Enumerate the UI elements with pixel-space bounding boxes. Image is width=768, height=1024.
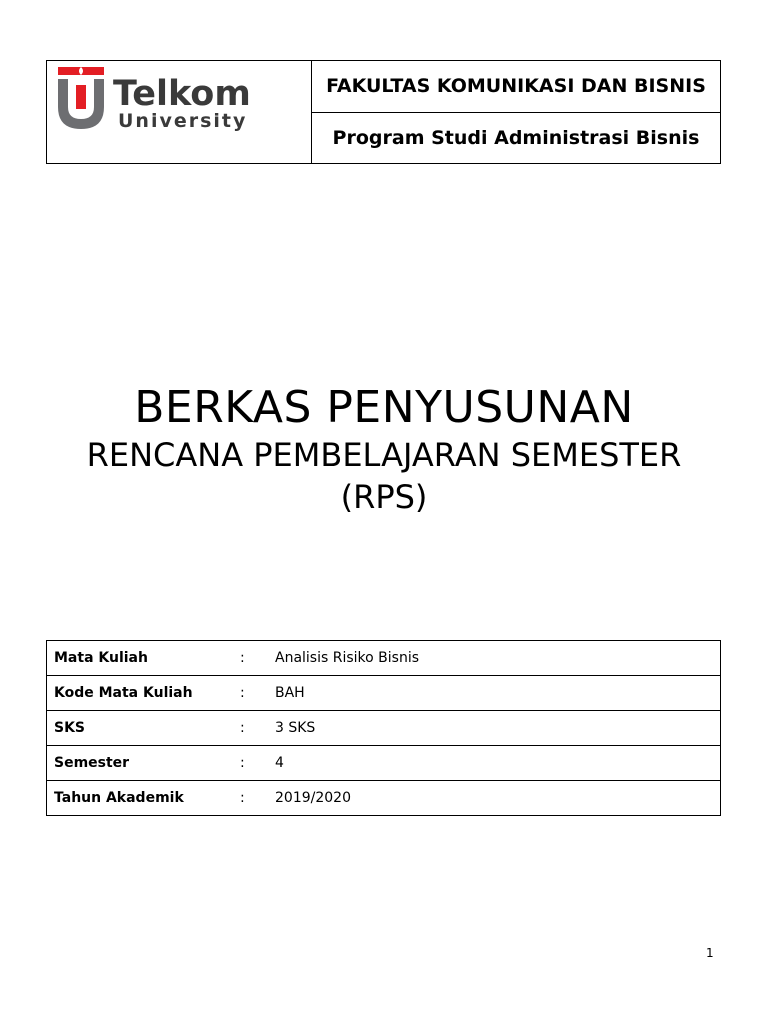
credits-label: SKS — [54, 720, 86, 736]
table-row — [47, 641, 720, 676]
faculty-name: FAKULTAS KOMUNIKASI DAN BISNIS — [312, 61, 720, 113]
document-header-table — [46, 60, 721, 164]
academic-year-label: Tahun Akademik — [54, 790, 184, 806]
academic-year-value: 2019/2020 — [275, 790, 351, 806]
course-code-label: Kode Mata Kuliah — [54, 685, 193, 701]
separator: : — [240, 790, 245, 806]
table-row — [47, 781, 720, 815]
semester-value: 4 — [275, 755, 284, 771]
separator: : — [240, 755, 245, 771]
page-number: 1 — [706, 946, 714, 960]
header-right-column — [312, 61, 720, 163]
course-name-label: Mata Kuliah — [54, 650, 148, 666]
semester-label: Semester — [54, 755, 130, 771]
course-name-value: Analisis Risiko Bisnis — [275, 650, 420, 666]
course-info-table — [46, 640, 721, 816]
course-code-value: BAH — [275, 685, 305, 701]
table-row — [47, 746, 720, 781]
document-subtitle: RENCANA PEMBELAJARAN SEMESTER (RPS) — [86, 436, 682, 516]
separator: : — [240, 650, 245, 666]
telkom-university-logo — [55, 63, 275, 133]
document-title: BERKAS PENYUSUNAN — [134, 382, 634, 433]
logo-word-main: Telkom — [113, 74, 251, 114]
table-row — [47, 676, 720, 711]
logo-cell — [47, 61, 312, 163]
separator: : — [240, 720, 245, 736]
separator: : — [240, 685, 245, 701]
program-name: Program Studi Administrasi Bisnis — [332, 126, 700, 149]
logo-word-sub: University — [118, 110, 248, 132]
credits-value: 3 SKS — [275, 720, 316, 736]
table-row — [47, 711, 720, 746]
